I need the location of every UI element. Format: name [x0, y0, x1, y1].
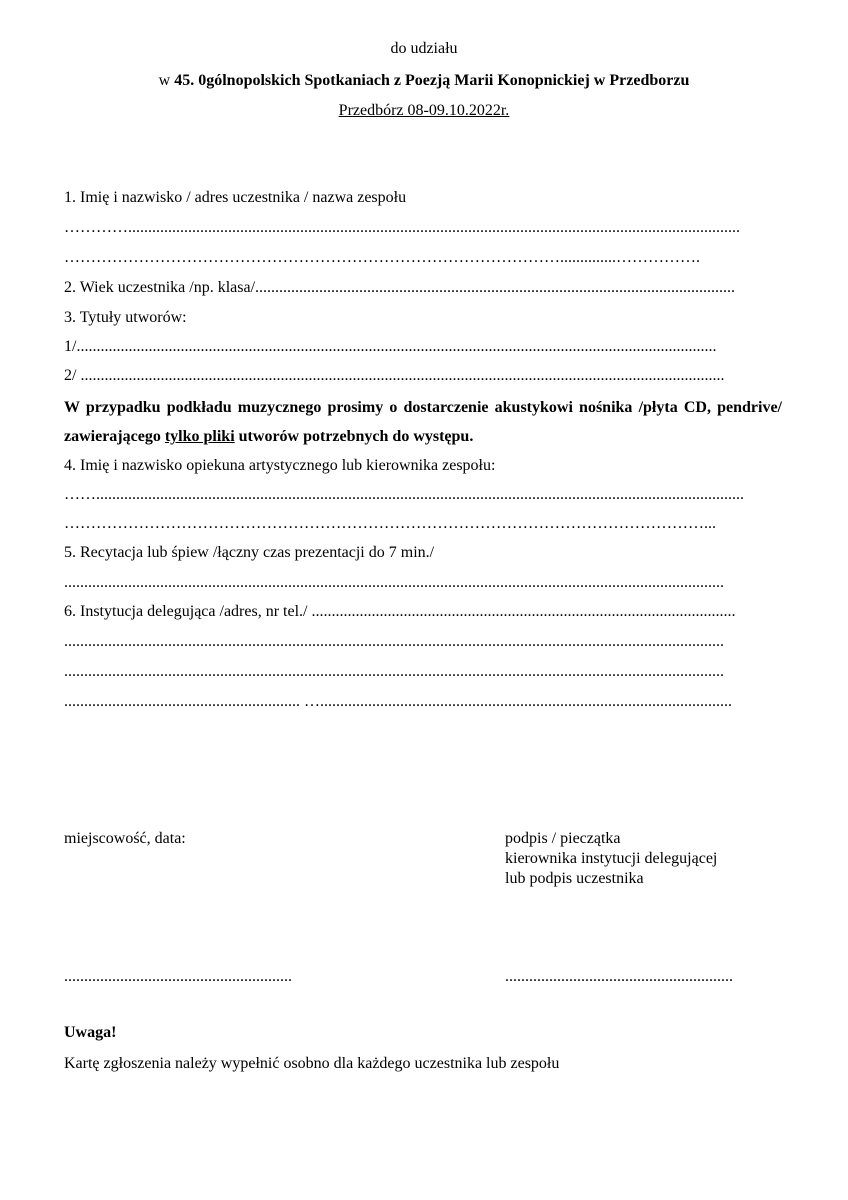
event-title [0, 71, 848, 91]
signature-label-3: lub podpis uczestnika [505, 870, 644, 887]
music-notice-part-2: utworów potrzebnych do występu. [234, 428, 474, 445]
field-4-line-1[interactable]: …….................................................................................................................................................................. [64, 486, 744, 503]
field-2-label[interactable]: 2. Wiek uczestnika /np. klasa/........................................................................................................................ [64, 279, 736, 296]
signature-label-1: podpis / pieczątka [505, 830, 621, 847]
field-6-line-2[interactable]: ..................................................................................................................................................................... [64, 663, 724, 680]
note-text: Kartę zgłoszenia należy wypełnić osobno dla każdego uczestnika lub zespołu [64, 1055, 560, 1072]
header-line-1: do udziału [390, 40, 458, 57]
music-notice-underlined: tylko pliki [164, 428, 235, 445]
music-notice-part-1: W przypadku podkładu muzycznego prosimy o dostarczenie akustykowi nośnika /płyta CD, pendrive/ zawierającego [64, 399, 782, 445]
field-4-line-2[interactable]: …………………………………………………………………………………………………………... [64, 515, 716, 532]
field-5-line-1[interactable]: ..................................................................................................................................................................... [64, 574, 724, 591]
field-3-line-2[interactable]: 2/ ................................................................................................................................................................. [64, 367, 725, 384]
field-6-line-3[interactable]: ........................................................... …....................................................................................................... [64, 693, 732, 710]
place-date-label: miejscowość, data: [64, 830, 186, 847]
event-title-prefix: w [158, 72, 175, 89]
place-date-field[interactable]: ......................................................... [64, 968, 292, 985]
event-place-date: Przedbórz 08-09.10.2022r. [338, 102, 510, 119]
signature-label-2: kierownika instytucji delegującej [505, 850, 718, 867]
field-1-line-1[interactable]: …………......................................................................................................................................................... [64, 219, 740, 236]
field-5-label: 5. Recytacja lub śpiew /łączny czas prezentacji do 7 min./ [64, 544, 435, 561]
signature-field[interactable]: ......................................................... [505, 968, 733, 985]
field-6-line-1[interactable]: ..................................................................................................................................................................... [64, 633, 724, 650]
field-3-label: 3. Tytuły utworów: [64, 309, 187, 326]
note-title: Uwaga! [64, 1024, 117, 1041]
music-notice [64, 393, 782, 451]
field-6-label[interactable]: 6. Instytucja delegująca /adres, nr tel./ .......................................................................................................... [64, 603, 736, 620]
field-1-line-2[interactable]: …………………………………………………………………………………..............……………. [64, 249, 700, 266]
field-4-label: 4. Imię i nazwisko opiekuna artystycznego lub kierownika zespołu: [64, 457, 496, 474]
field-1-label: 1. Imię i nazwisko / adres uczestnika / nazwa zespołu [64, 189, 407, 206]
field-3-line-1[interactable]: 1/................................................................................................................................................................ [64, 338, 717, 355]
event-title-bold: 45. 0gólnopolskich Spotkaniach z Poezją Marii Konopnickiej w Przedborzu [174, 72, 690, 89]
